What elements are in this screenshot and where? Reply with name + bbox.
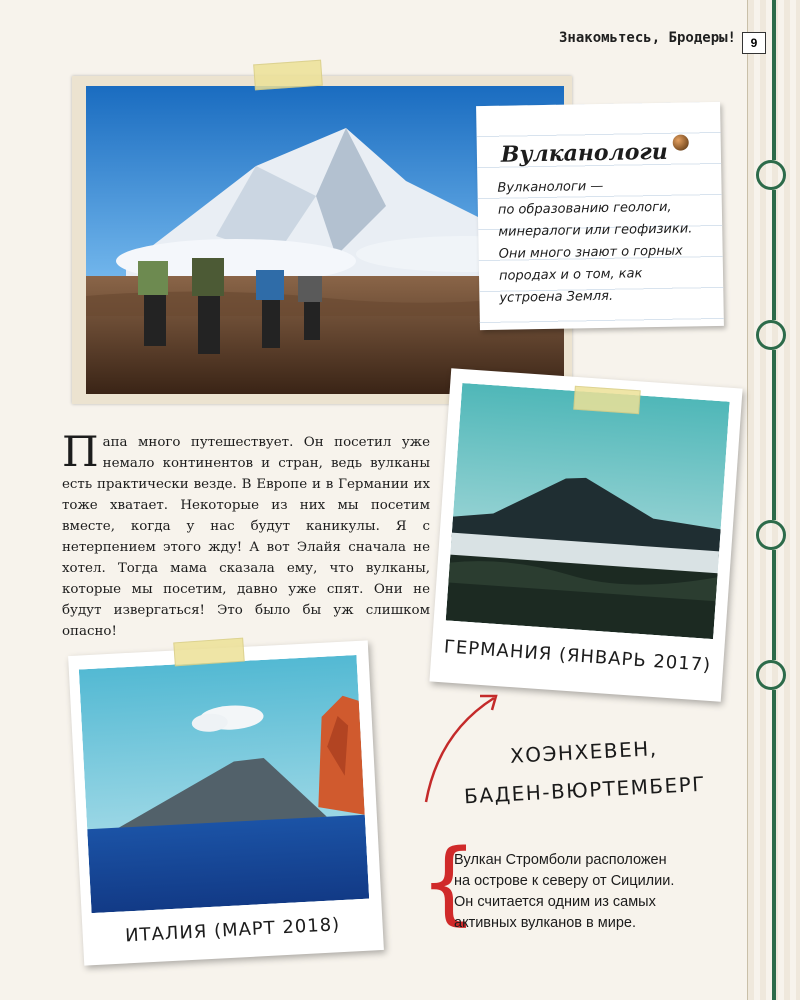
border-line — [772, 190, 776, 320]
curly-brace-icon: { — [420, 830, 478, 935]
note-title: Вулканологи — [500, 138, 668, 168]
knot-ornament — [756, 660, 786, 690]
tape-strip — [173, 638, 245, 667]
pushpin-icon — [673, 134, 689, 150]
stromboli-line: Он считается одним из самых — [454, 894, 656, 910]
germany-polaroid — [429, 368, 742, 702]
border-line — [772, 0, 776, 160]
italy-polaroid — [68, 640, 384, 965]
knot-ornament — [756, 160, 786, 190]
note-line: Они много знают о горных — [498, 243, 683, 262]
stromboli-line: на острове к северу от Сицилии. — [454, 873, 675, 889]
decorative-side-border — [747, 0, 800, 1000]
note-text — [497, 174, 715, 310]
italy-stromboli-photo — [79, 655, 369, 913]
stromboli-line: Вулкан Стромболи расположен — [454, 852, 667, 868]
stromboli-illustration — [79, 655, 369, 913]
note-line: породах и о том, как — [498, 266, 643, 284]
note-line: Вулканологи — — [497, 178, 604, 196]
tape-strip — [573, 386, 641, 415]
body-paragraph — [62, 427, 430, 642]
page-number: 9 — [742, 32, 766, 54]
stromboli-note — [454, 850, 714, 934]
stromboli-line: активных вулканов в мире. — [454, 915, 636, 931]
note-line: минералоги или геофизики. — [498, 221, 693, 240]
tape-strip — [253, 60, 323, 91]
germany-caption: ГЕРМАНИЯ (ЯНВАРЬ 2017) — [443, 636, 712, 677]
drop-cap: П — [62, 427, 99, 476]
location-line-1: ХОЭНХЕВЕН, — [509, 736, 659, 768]
germany-landscape-illustration — [446, 383, 730, 639]
knot-ornament — [756, 320, 786, 350]
italy-caption: ИТАЛИЯ (МАРТ 2018) — [124, 914, 341, 947]
knot-ornament — [756, 520, 786, 550]
note-line: устроена Земля. — [499, 288, 614, 306]
chapter-title: Знакомьтесь, Бродеры! — [558, 30, 736, 46]
location-line-2: БАДЕН-ВЮРТЕМБЕРГ — [463, 771, 707, 809]
paragraph-text: апа много путешествует. Он посетил уже немало континентов и стран, ведь вулканы есть практически везде. В Европе и в Германии их тоже хватает. Некоторые из них мы посетим вместе, когда у нас будут каникулы. Я с нетерпением этого жду! А вот Элайя сначала не хотел. Тогда мама сказала ему, что вулканы, которые мы посетим, давно уже спят. Они не будут извергаться! Это было бы уж слишком опасно! — [62, 435, 430, 639]
border-line — [772, 350, 776, 520]
border-line — [772, 550, 776, 660]
note-line: по образованию геологи, — [497, 199, 672, 218]
germany-volcano-photo — [446, 383, 730, 639]
border-line — [772, 690, 776, 1000]
volcanologist-note-card — [476, 102, 724, 330]
